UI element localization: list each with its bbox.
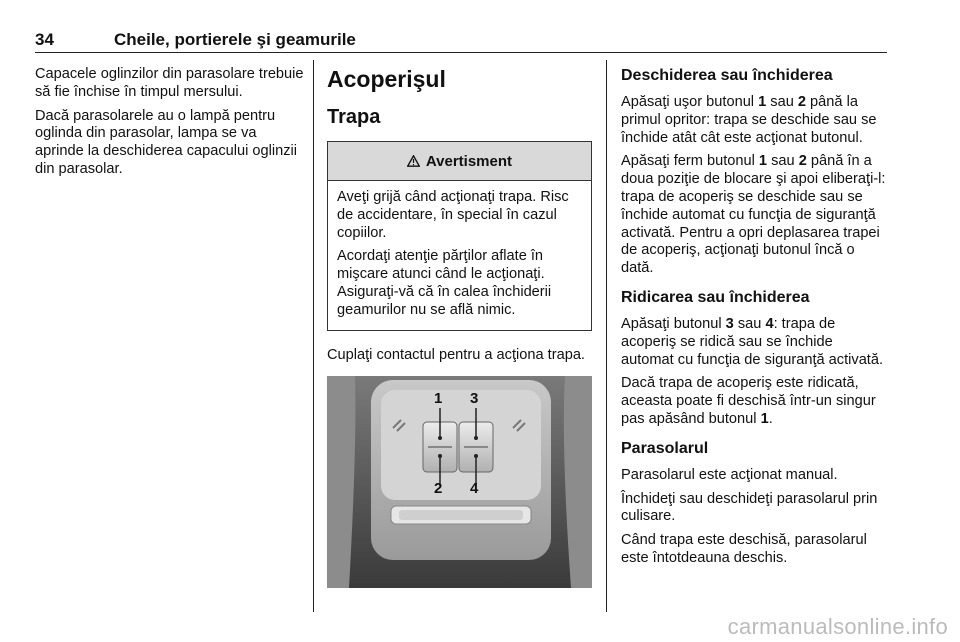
column-middle	[327, 66, 592, 588]
chapter-title: Cheile, portierele şi geamurile	[114, 30, 356, 49]
paragraph: Apăsaţi uşor butonul 1 sau 2 până la primul opritor: trapa se deschide sau se închide atât cât este acţionat butonul.	[621, 94, 877, 146]
paragraph: Dacă parasolarele au o lampă pentru oglinda din parasolar, lampa se va aprinde la deschiderea capacului oglinzii din parasolar.	[35, 107, 298, 177]
column-right	[621, 66, 889, 574]
sunroof-switch-figure	[327, 376, 592, 588]
paragraph: Apăsaţi butonul 3 sau 4: trapa de acoperiş se ridică sau se închide automat cu funcţia de siguranţă activată.	[621, 315, 884, 368]
column-left	[35, 66, 305, 185]
paragraph: Cuplaţi contactul pentru a acţiona trapa.	[327, 346, 585, 363]
sunroof-switch-illustration	[327, 376, 592, 588]
warning-triangle-icon	[407, 153, 424, 169]
column-divider	[606, 60, 607, 612]
section-heading: Parasolarul	[621, 439, 709, 457]
paragraph: Parasolarul este acţionat manual.	[621, 466, 838, 483]
page-header	[35, 30, 887, 53]
paragraph: Dacă trapa de acoperiş este ridicată, aceasta poate fi deschisă într-un singur pas apăsând butonul 1.	[621, 375, 876, 427]
paragraph: Capacele oglinzilor din parasolare trebuie să fie închise în timpul mersului.	[35, 66, 304, 100]
watermark: carmanualsonline.info	[727, 614, 948, 639]
page-number: 34	[35, 30, 54, 49]
figure-label: 4	[470, 480, 479, 498]
warning-heading: Avertisment	[425, 153, 513, 170]
paragraph: Când trapa este deschisă, parasolarul este întotdeauna deschis.	[621, 532, 867, 566]
paragraph: Închideţi sau deschideţi parasolarul prin culisare.	[621, 490, 878, 525]
section-title: Acoperişul	[327, 66, 446, 92]
warning-header	[328, 142, 591, 181]
warning-box	[327, 141, 592, 331]
section-subtitle: Trapa	[327, 106, 381, 128]
column-divider	[313, 60, 314, 612]
warning-text: Aveţi grijă când acţionaţi trapa. Risc de accidentare, în special în cazul copiilor.	[337, 189, 569, 241]
warning-text: Acordaţi atenţie părţilor aflate în mişcare atunci când le acţionaţi. Asiguraţi-vă că în calea închiderii geamurilor nu se află nimic.	[337, 248, 552, 318]
section-heading: Deschiderea sau închiderea	[621, 67, 833, 84]
figure-label: 1	[434, 390, 443, 408]
figure-label: 2	[434, 480, 443, 498]
figure-label: 3	[470, 390, 479, 408]
paragraph: Apăsaţi ferm butonul 1 sau 2 până în a doua poziţie de blocare şi apoi eliberaţi-l: trapa de acoperiş se deschide sau se închide automat cu funcţia de siguranţă activată. Pentru a opri deplasarea trapei de acoperiş, acţionaţi butonul încă o dată.	[621, 153, 886, 277]
section-heading: Ridicarea sau închiderea	[621, 288, 810, 306]
